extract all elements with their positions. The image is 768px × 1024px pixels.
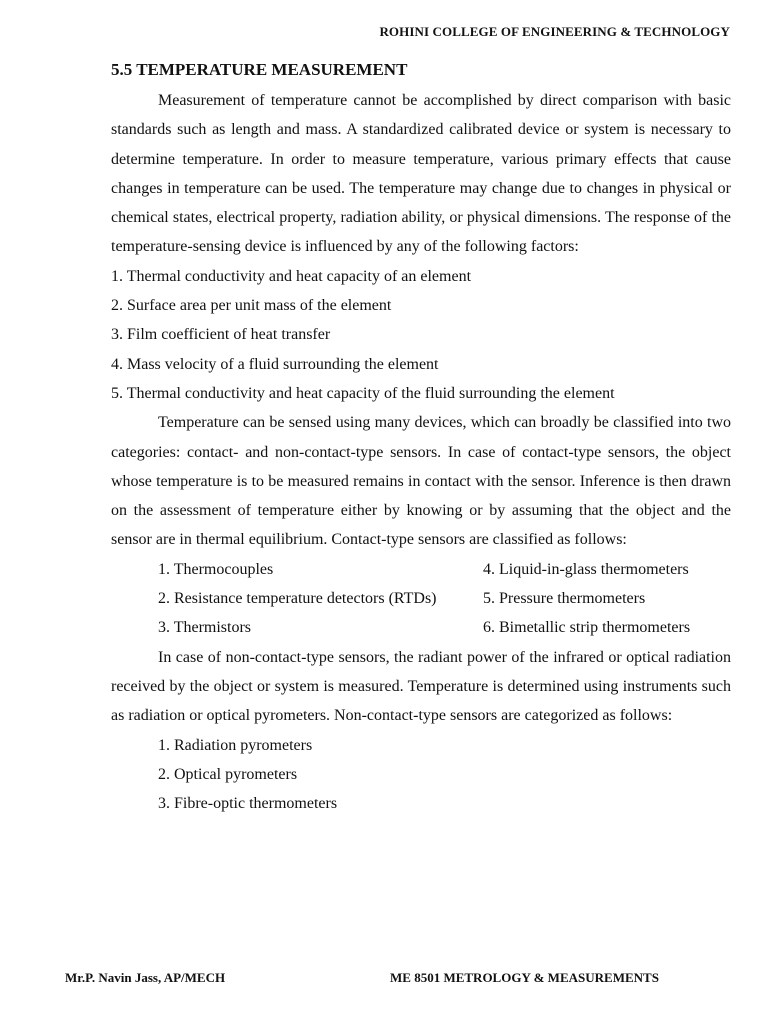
list-item: 5. Thermal conductivity and heat capacity of the fluid surrounding the element xyxy=(111,384,615,402)
list-item: 1. Thermal conductivity and heat capacity of an element xyxy=(111,267,472,285)
list-item: 2. Optical pyrometers xyxy=(158,765,298,783)
factors-list xyxy=(111,262,731,408)
document-body xyxy=(111,86,731,818)
list-item: 2. Resistance temperature detectors (RTDs) xyxy=(158,590,437,608)
contact-sensors-list xyxy=(111,555,731,643)
list-item: 5. Pressure thermometers xyxy=(483,590,646,608)
footer-course: ME 8501 METROLOGY & MEASUREMENTS xyxy=(390,970,659,985)
list-item: 3. Fibre-optic thermometers xyxy=(158,795,338,813)
list-row xyxy=(111,555,731,584)
section-title: 5.5 TEMPERATURE MEASUREMENT xyxy=(111,60,408,79)
list-item: 1. Radiation pyrometers xyxy=(158,736,313,754)
noncontact-sensors-paragraph: In case of non-contact-type sensors, the radiant power of the infrared or optical radiation received by the object or system is measured. Temperature is determined using instruments such as radiation or optical pyrometers. Non-contact-type sensors are categorized as follows: xyxy=(111,648,731,725)
list-item: 2. Surface area per unit mass of the element xyxy=(111,297,392,315)
page-header: ROHINI COLLEGE OF ENGINEERING & TECHNOLOGY xyxy=(379,24,730,39)
list-item: 3. Thermistors xyxy=(158,619,252,637)
footer-author: Mr.P. Navin Jass, AP/MECH xyxy=(65,970,226,985)
list-item: 4. Mass velocity of a fluid surrounding the element xyxy=(111,355,439,373)
list-row xyxy=(111,584,731,613)
intro-paragraph: Measurement of temperature cannot be accomplished by direct comparison with basic standards such as length and mass. A standardized calibrated device or system is necessary to determine temperature. In order to measure temperature, various primary effects that cause changes in temperature can be used. The temperature may change due to changes in physical or chemical states, electrical property, radiation ability, or physical dimensions. The response of the temperature-sensing device is influenced by any of the following factors: xyxy=(111,92,731,256)
noncontact-sensors-list xyxy=(111,731,731,819)
list-item: 1. Thermocouples xyxy=(158,560,274,578)
list-item: 3. Film coefficient of heat transfer xyxy=(111,326,331,344)
list-item: 6. Bimetallic strip thermometers xyxy=(483,619,691,637)
contact-sensors-paragraph: Temperature can be sensed using many devices, which can broadly be classified into two categories: contact- and non-contact-type sensors. In case of contact-type sensors, the object whose temperature is to be measured remains in contact with the sensor. Inference is then drawn on the assessment of temperature either by knowing or by assuming that the object and the sensor are in thermal equilibrium. Contact-type sensors are classified as follows: xyxy=(111,414,731,549)
list-row xyxy=(111,613,731,642)
list-item: 4. Liquid-in-glass thermometers xyxy=(483,560,689,578)
